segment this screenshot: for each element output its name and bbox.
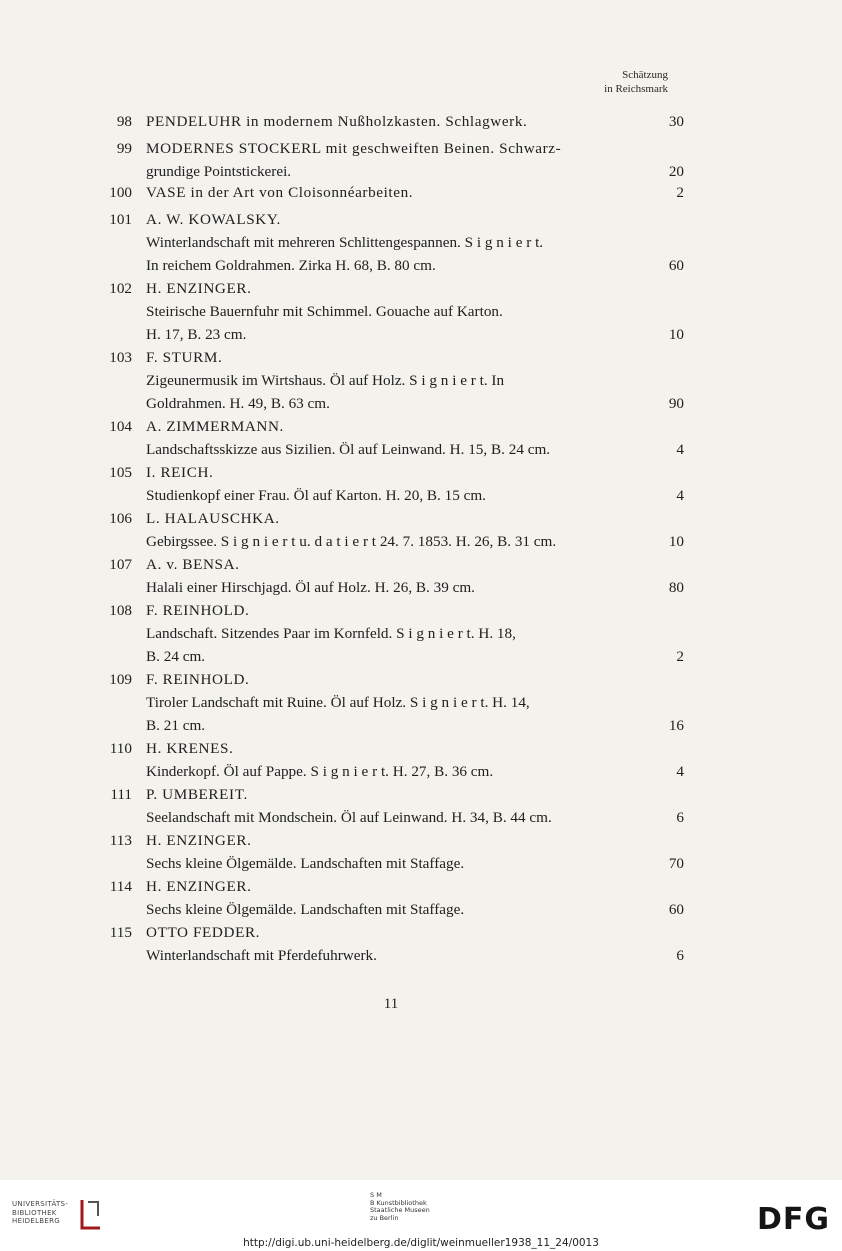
- lot-line: [100, 737, 690, 760]
- lot-number: 104: [109, 418, 132, 435]
- lot-price: 60: [668, 257, 684, 274]
- lot-price: 6: [676, 947, 684, 964]
- lot-entry: [100, 875, 690, 921]
- center-line: B Kunstbibliothek: [370, 1198, 427, 1207]
- lot-entry: [100, 461, 690, 507]
- lot-price: 10: [668, 533, 684, 550]
- lot-line: [100, 484, 690, 507]
- lot-description: B. 21 cm.: [146, 717, 206, 734]
- lot-number: 101: [109, 211, 132, 228]
- lot-line: [100, 208, 690, 231]
- lot-line: [100, 300, 690, 323]
- lot-line: [100, 898, 690, 921]
- lot-entry: [100, 181, 690, 204]
- lot-title: OTTO FEDDER.: [146, 924, 261, 941]
- university-line: BIBLIOTHEK: [12, 1208, 57, 1217]
- lot-entry: [100, 507, 690, 553]
- kunstbibliothek-logo: [370, 1192, 490, 1222]
- lot-line: [100, 181, 690, 204]
- lot-entry: [100, 599, 690, 668]
- lot-line: [100, 323, 690, 346]
- source-url-link[interactable]: http://digi.ub.uni-heidelberg.de/diglit/weinmueller1938_11_24/0013: [243, 1237, 599, 1249]
- lot-line: [100, 277, 690, 300]
- lot-number: 115: [109, 924, 132, 941]
- lot-price: 80: [668, 579, 684, 596]
- lot-title: VASE in der Art von Cloisonnéarbeiten.: [146, 184, 414, 201]
- lot-number: 98: [116, 113, 132, 130]
- lot-description: Steirische Bauernfuhr mit Schimmel. Gouache auf Karton.: [146, 303, 503, 320]
- university-line: UNIVERSITÄTS-: [12, 1200, 69, 1208]
- lot-price: 30: [668, 113, 684, 130]
- lot-price: 4: [676, 441, 684, 458]
- lot-number: 113: [109, 832, 132, 849]
- lot-description: In reichem Goldrahmen. Zirka H. 68, B. 80 cm.: [146, 257, 436, 274]
- lot-line: [100, 622, 690, 645]
- lot-entry: [100, 783, 690, 829]
- lot-entry: [100, 829, 690, 875]
- lot-number: 107: [109, 556, 132, 573]
- lot-price: 2: [676, 184, 684, 201]
- lot-line: [100, 254, 690, 277]
- university-line: HEIDELBERG: [12, 1217, 60, 1225]
- lot-line: [100, 852, 690, 875]
- lot-entry: [100, 208, 690, 277]
- lot-title: MODERNES STOCKERL mit geschweiften Beinen. Schwarz-: [146, 140, 562, 157]
- header-line-1: Schätzung: [622, 69, 668, 81]
- lot-line: [100, 783, 690, 806]
- lot-entry: [100, 415, 690, 461]
- lot-title: F. REINHOLD.: [146, 671, 250, 688]
- lot-line: [100, 829, 690, 852]
- lot-description: H. 17, B. 23 cm.: [146, 326, 247, 343]
- lot-number: 110: [109, 740, 132, 757]
- lot-number: 103: [109, 349, 132, 366]
- lot-description: Winterlandschaft mit mehreren Schlittengespannen. S i g n i e r t.: [146, 234, 544, 251]
- lot-number: 108: [109, 602, 132, 619]
- lot-line: [100, 530, 690, 553]
- lot-line: [100, 438, 690, 461]
- lot-title: A. W. KOWALSKY.: [146, 211, 281, 228]
- lot-line: [100, 160, 690, 183]
- lot-description: Seelandschaft mit Mondschein. Öl auf Leinwand. H. 34, B. 44 cm.: [146, 809, 552, 826]
- lot-line: [100, 944, 690, 967]
- lot-line: [100, 599, 690, 622]
- lot-title: P. UMBEREIT.: [146, 786, 248, 803]
- lot-line: [100, 921, 690, 944]
- lot-line: [100, 553, 690, 576]
- lot-line: [100, 392, 690, 415]
- lot-description: Studienkopf einer Frau. Öl auf Karton. H. 20, B. 15 cm.: [146, 487, 486, 504]
- page-number: 11: [383, 996, 399, 1012]
- lot-line: [100, 110, 690, 133]
- lot-title: H. KRENES.: [146, 740, 234, 757]
- lot-price: 20: [668, 163, 684, 180]
- lot-line: [100, 415, 690, 438]
- lot-line: [100, 875, 690, 898]
- dfg-logo: DFG: [756, 1202, 830, 1237]
- lot-description: Zigeunermusik im Wirtshaus. Öl auf Holz. S i g n i e r t. In: [146, 372, 505, 389]
- lot-number: 109: [109, 671, 132, 688]
- lot-price: 6: [676, 809, 684, 826]
- lot-number: 114: [109, 878, 132, 895]
- lot-line: [100, 231, 690, 254]
- lot-line: [100, 576, 690, 599]
- lot-entry: [100, 668, 690, 737]
- center-line: Staatliche Museen: [370, 1206, 430, 1215]
- lot-number: 100: [109, 184, 132, 201]
- lot-line: [100, 806, 690, 829]
- lot-line: [100, 461, 690, 484]
- lot-description: Sechs kleine Ölgemälde. Landschaften mit Staffage.: [146, 855, 465, 872]
- lot-line: [100, 668, 690, 691]
- university-logo-icon: [78, 1196, 104, 1232]
- lot-line: [100, 714, 690, 737]
- lot-line: [100, 369, 690, 392]
- lot-description: B. 24 cm.: [146, 648, 206, 665]
- lot-title: A. ZIMMERMANN.: [146, 418, 284, 435]
- lot-line: [100, 507, 690, 530]
- lot-description: Tiroler Landschaft mit Ruine. Öl auf Holz. S i g n i e r t. H. 14,: [146, 694, 530, 711]
- lot-price: 16: [668, 717, 684, 734]
- lot-entry: [100, 277, 690, 346]
- lot-number: 99: [116, 140, 132, 157]
- lot-line: [100, 137, 690, 160]
- lot-entry: [100, 921, 690, 967]
- lot-entry: [100, 553, 690, 599]
- lot-description: Gebirgssee. S i g n i e r t u. d a t i e r t 24. 7. 1853. H. 26, B. 31 cm.: [146, 533, 557, 550]
- center-line: S M: [370, 1191, 382, 1199]
- lot-description: Winterlandschaft mit Pferdefuhrwerk.: [146, 947, 377, 964]
- lot-entry: [100, 137, 690, 183]
- lot-title: H. ENZINGER.: [146, 280, 252, 297]
- lot-line: [100, 346, 690, 369]
- center-line: zu Berlin: [370, 1213, 399, 1222]
- lot-description: Goldrahmen. H. 49, B. 63 cm.: [146, 395, 330, 412]
- lot-number: 111: [110, 786, 132, 803]
- lot-description: Landschaft. Sitzendes Paar im Kornfeld. S i g n i e r t. H. 18,: [146, 625, 516, 642]
- lot-number: 105: [109, 464, 132, 481]
- lot-price: 10: [668, 326, 684, 343]
- lot-entry: [100, 737, 690, 783]
- lot-price: 90: [668, 395, 684, 412]
- lot-title: PENDELUHR in modernem Nußholzkasten. Schlagwerk.: [146, 113, 528, 130]
- lot-description: Sechs kleine Ölgemälde. Landschaften mit Staffage.: [146, 901, 465, 918]
- lot-number: 102: [109, 280, 132, 297]
- lot-price: 70: [668, 855, 684, 872]
- lot-title: L. HALAUSCHKA.: [146, 510, 280, 527]
- lot-description: Kinderkopf. Öl auf Pappe. S i g n i e r t. H. 27, B. 36 cm.: [146, 763, 494, 780]
- lot-line: [100, 691, 690, 714]
- lot-title: H. ENZINGER.: [146, 878, 252, 895]
- lot-title: F. STURM.: [146, 349, 223, 366]
- lot-number: 106: [109, 510, 132, 527]
- price-column-header: [604, 68, 668, 96]
- lot-price: 4: [676, 487, 684, 504]
- lot-price: 60: [668, 901, 684, 918]
- lot-entry: [100, 110, 690, 133]
- lot-entry: [100, 346, 690, 415]
- lot-description: Landschaftsskizze aus Sizilien. Öl auf Leinwand. H. 15, B. 24 cm.: [146, 441, 551, 458]
- lot-price: 4: [676, 763, 684, 780]
- lot-line: [100, 645, 690, 668]
- lot-line: [100, 760, 690, 783]
- lot-title: F. REINHOLD.: [146, 602, 250, 619]
- university-library-name: [12, 1200, 68, 1226]
- lot-description: grundige Pointstickerei.: [146, 163, 292, 180]
- lot-title: H. ENZINGER.: [146, 832, 252, 849]
- footer-bar: [0, 1180, 842, 1251]
- header-line-2: in Reichsmark: [604, 83, 668, 95]
- lot-price: 2: [676, 648, 684, 665]
- lot-title: A. v. BENSA.: [146, 556, 240, 573]
- lot-description: Halali einer Hirschjagd. Öl auf Holz. H. 26, B. 39 cm.: [146, 579, 475, 596]
- lot-title: I. REICH.: [146, 464, 214, 481]
